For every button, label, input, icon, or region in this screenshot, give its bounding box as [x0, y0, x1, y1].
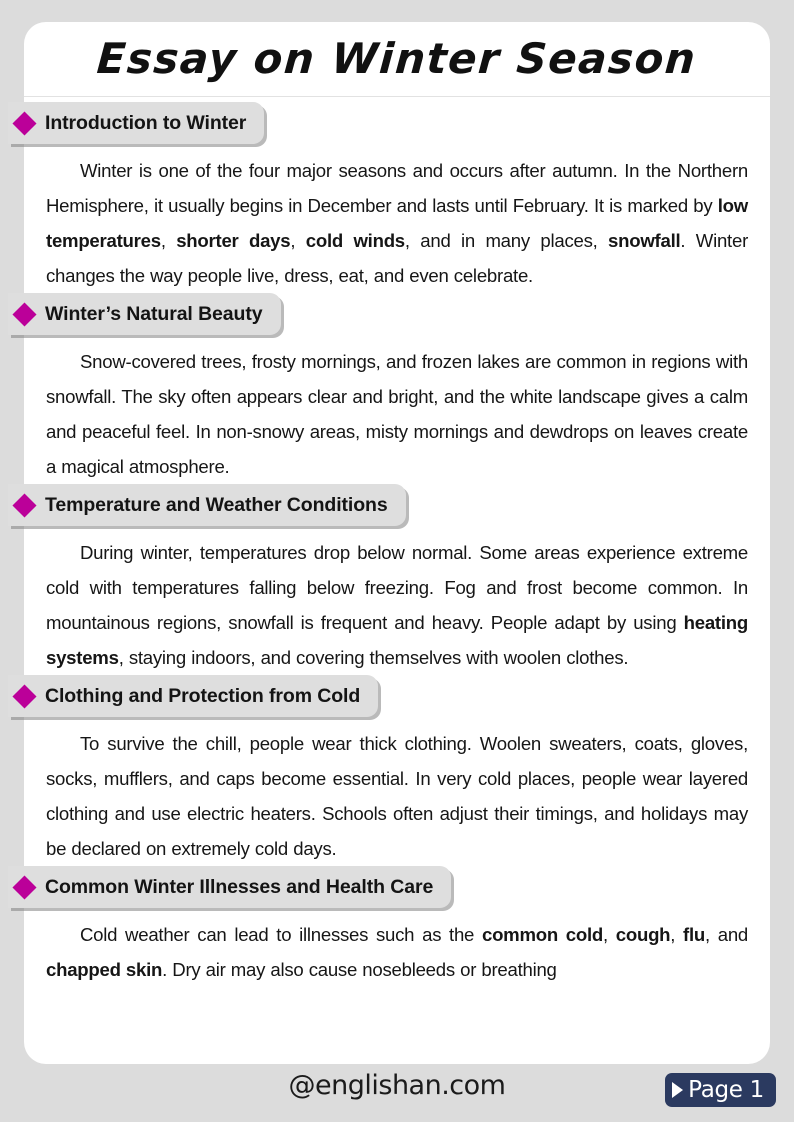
- section-heading-label: Clothing and Protection from Cold: [45, 684, 361, 707]
- section-heading-label: Temperature and Weather Conditions: [45, 493, 388, 516]
- section-clothing-and-protection-from-cold: [24, 675, 770, 866]
- section-paragraph: Snow-covered trees, frosty mornings, and frozen lakes are common in regions with snowfall. The sky often appears clear and bright, and the white landscape gives a calm and peaceful feel. In non-snowy areas, misty mornings and dewdrops on leaves create a magical atmosphere.: [46, 351, 748, 477]
- arrow-right-icon: [672, 1082, 683, 1098]
- section-heading-row: [8, 866, 770, 908]
- section-heading-label: Winter’s Natural Beauty: [45, 302, 263, 325]
- diamond-bullet-icon: [12, 875, 36, 899]
- section-heading-tab: [8, 102, 264, 144]
- page-number-badge: [665, 1073, 776, 1107]
- section-heading-tab: [8, 866, 451, 908]
- section-common-winter-illnesses-and-health-care: [24, 866, 770, 987]
- section-introduction-to-winter: [24, 102, 770, 293]
- title-block: [24, 22, 770, 95]
- section-paragraph: Winter is one of the four major seasons and occurs after autumn. In the Northern Hemisphere, it usually begins in December and lasts until February. It is marked by low temperatures, shorter days, cold winds, and in many places, snowfall. Winter changes the way people live, dress, eat, and even celebrate.: [46, 160, 749, 286]
- document-content: [24, 102, 770, 987]
- section-temperature-and-weather-conditions: [24, 484, 770, 675]
- section-paragraph: During winter, temperatures drop below normal. Some areas experience extreme cold with temperatures falling below freezing. Fog and frost become common. In mountainous regions, snowfall is frequent and heavy. People adapt by using heating systems, staying indoors, and covering themselves with woolen clothes.: [46, 542, 748, 668]
- section-heading-tab: [8, 675, 378, 717]
- section-heading-label: Introduction to Winter: [45, 111, 247, 134]
- page-number-label: Page 1: [688, 1077, 764, 1103]
- section-heading-row: [8, 484, 770, 526]
- section-paragraph: To survive the chill, people wear thick clothing. Woolen sweaters, coats, gloves, socks, mufflers, and caps become essential. In very cold places, people wear layered clothing and use electric heaters. Schools often adjust their timings, and holidays may be declared on extremely cold days.: [46, 733, 748, 859]
- section-heading-tab: [8, 484, 406, 526]
- diamond-bullet-icon: [12, 111, 36, 135]
- section-heading-row: [8, 293, 770, 335]
- diamond-bullet-icon: [12, 302, 36, 326]
- section-heading-tab: [8, 293, 281, 335]
- section-paragraph: Cold weather can lead to illnesses such as the common cold, cough, flu, and chapped skin. Dry air may also cause nosebleeds or breathing: [46, 924, 749, 980]
- section-heading-row: [8, 102, 770, 144]
- document-page-card: [24, 22, 770, 1064]
- section-heading-row: [8, 675, 770, 717]
- page-title: Essay on Winter Season: [95, 34, 699, 83]
- diamond-bullet-icon: [12, 493, 36, 517]
- page-footer: [0, 1070, 794, 1122]
- section-winters-natural-beauty: [24, 293, 770, 484]
- site-credit: @englishan.com: [288, 1070, 506, 1101]
- section-heading-label: Common Winter Illnesses and Health Care: [45, 875, 434, 898]
- title-divider: [24, 96, 770, 97]
- diamond-bullet-icon: [12, 684, 36, 708]
